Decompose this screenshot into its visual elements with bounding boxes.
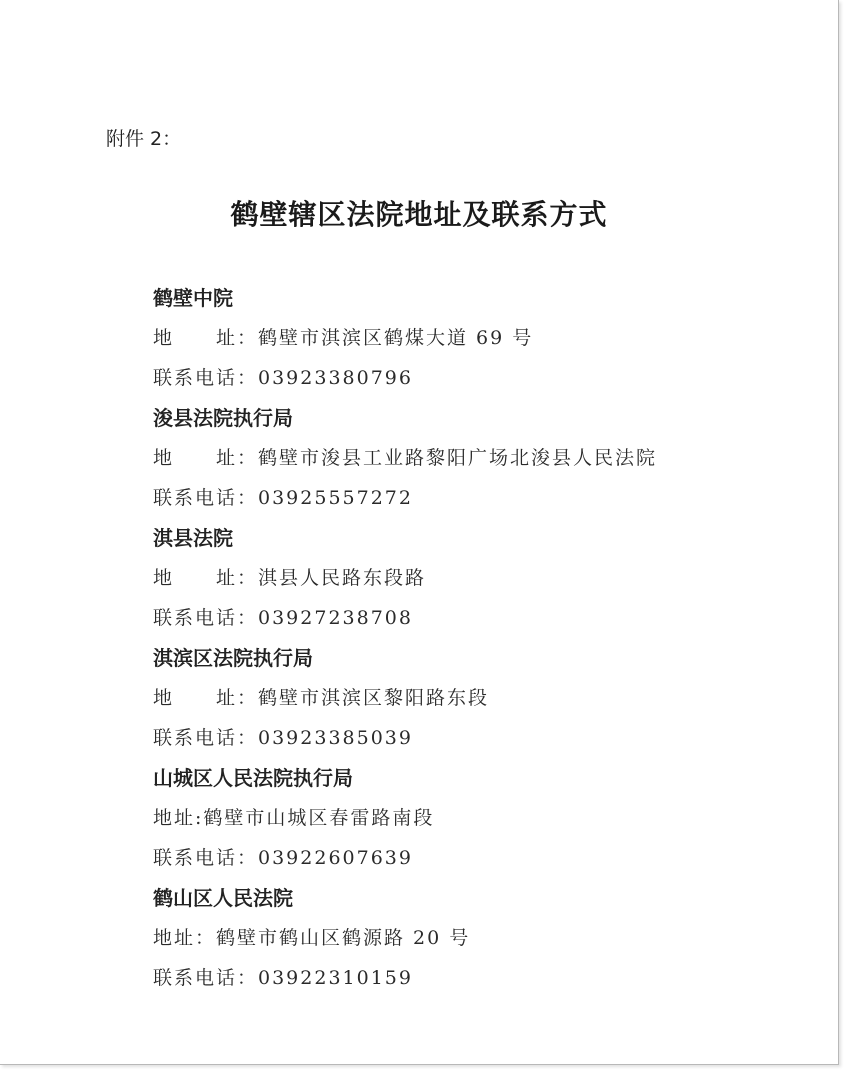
court-address: 地址:鹤壁市山城区春雷路南段 (153, 807, 435, 829)
court-entry (153, 640, 773, 760)
court-phone: 联系电话：03922607639 (153, 847, 413, 869)
attachment-label: 附件 2： (106, 128, 182, 150)
page-title: 鹤壁辖区法院地址及联系方式 (230, 198, 608, 231)
court-phone: 联系电话：03923380796 (153, 367, 413, 389)
court-phone: 联系电话：03927238708 (153, 607, 413, 629)
court-entry (153, 520, 773, 640)
court-name: 山城区人民法院执行局 (153, 766, 353, 790)
court-address: 地 址：淇县人民路东段路 (153, 567, 427, 589)
court-name: 浚县法院执行局 (153, 406, 293, 430)
court-address: 地 址：鹤壁市浚县工业路黎阳广场北浚县人民法院 (153, 447, 658, 469)
court-name: 淇滨区法院执行局 (153, 646, 313, 670)
court-address: 地 址：鹤壁市淇滨区鹤煤大道 69 号 (153, 327, 534, 349)
court-entry (153, 760, 773, 880)
court-entry (153, 400, 773, 520)
court-entry (153, 280, 773, 400)
court-name: 淇县法院 (153, 526, 233, 550)
court-entry (153, 880, 773, 1000)
court-list (153, 280, 773, 1000)
court-phone: 联系电话：03925557272 (153, 487, 413, 509)
court-phone: 联系电话：03922310159 (153, 967, 413, 989)
court-address: 地址：鹤壁市鹤山区鹤源路 20 号 (153, 927, 471, 949)
court-phone: 联系电话：03923385039 (153, 727, 413, 749)
court-name: 鹤壁中院 (153, 286, 233, 310)
court-address: 地 址：鹤壁市淇滨区黎阳路东段 (153, 687, 490, 709)
court-name: 鹤山区人民法院 (153, 886, 293, 910)
